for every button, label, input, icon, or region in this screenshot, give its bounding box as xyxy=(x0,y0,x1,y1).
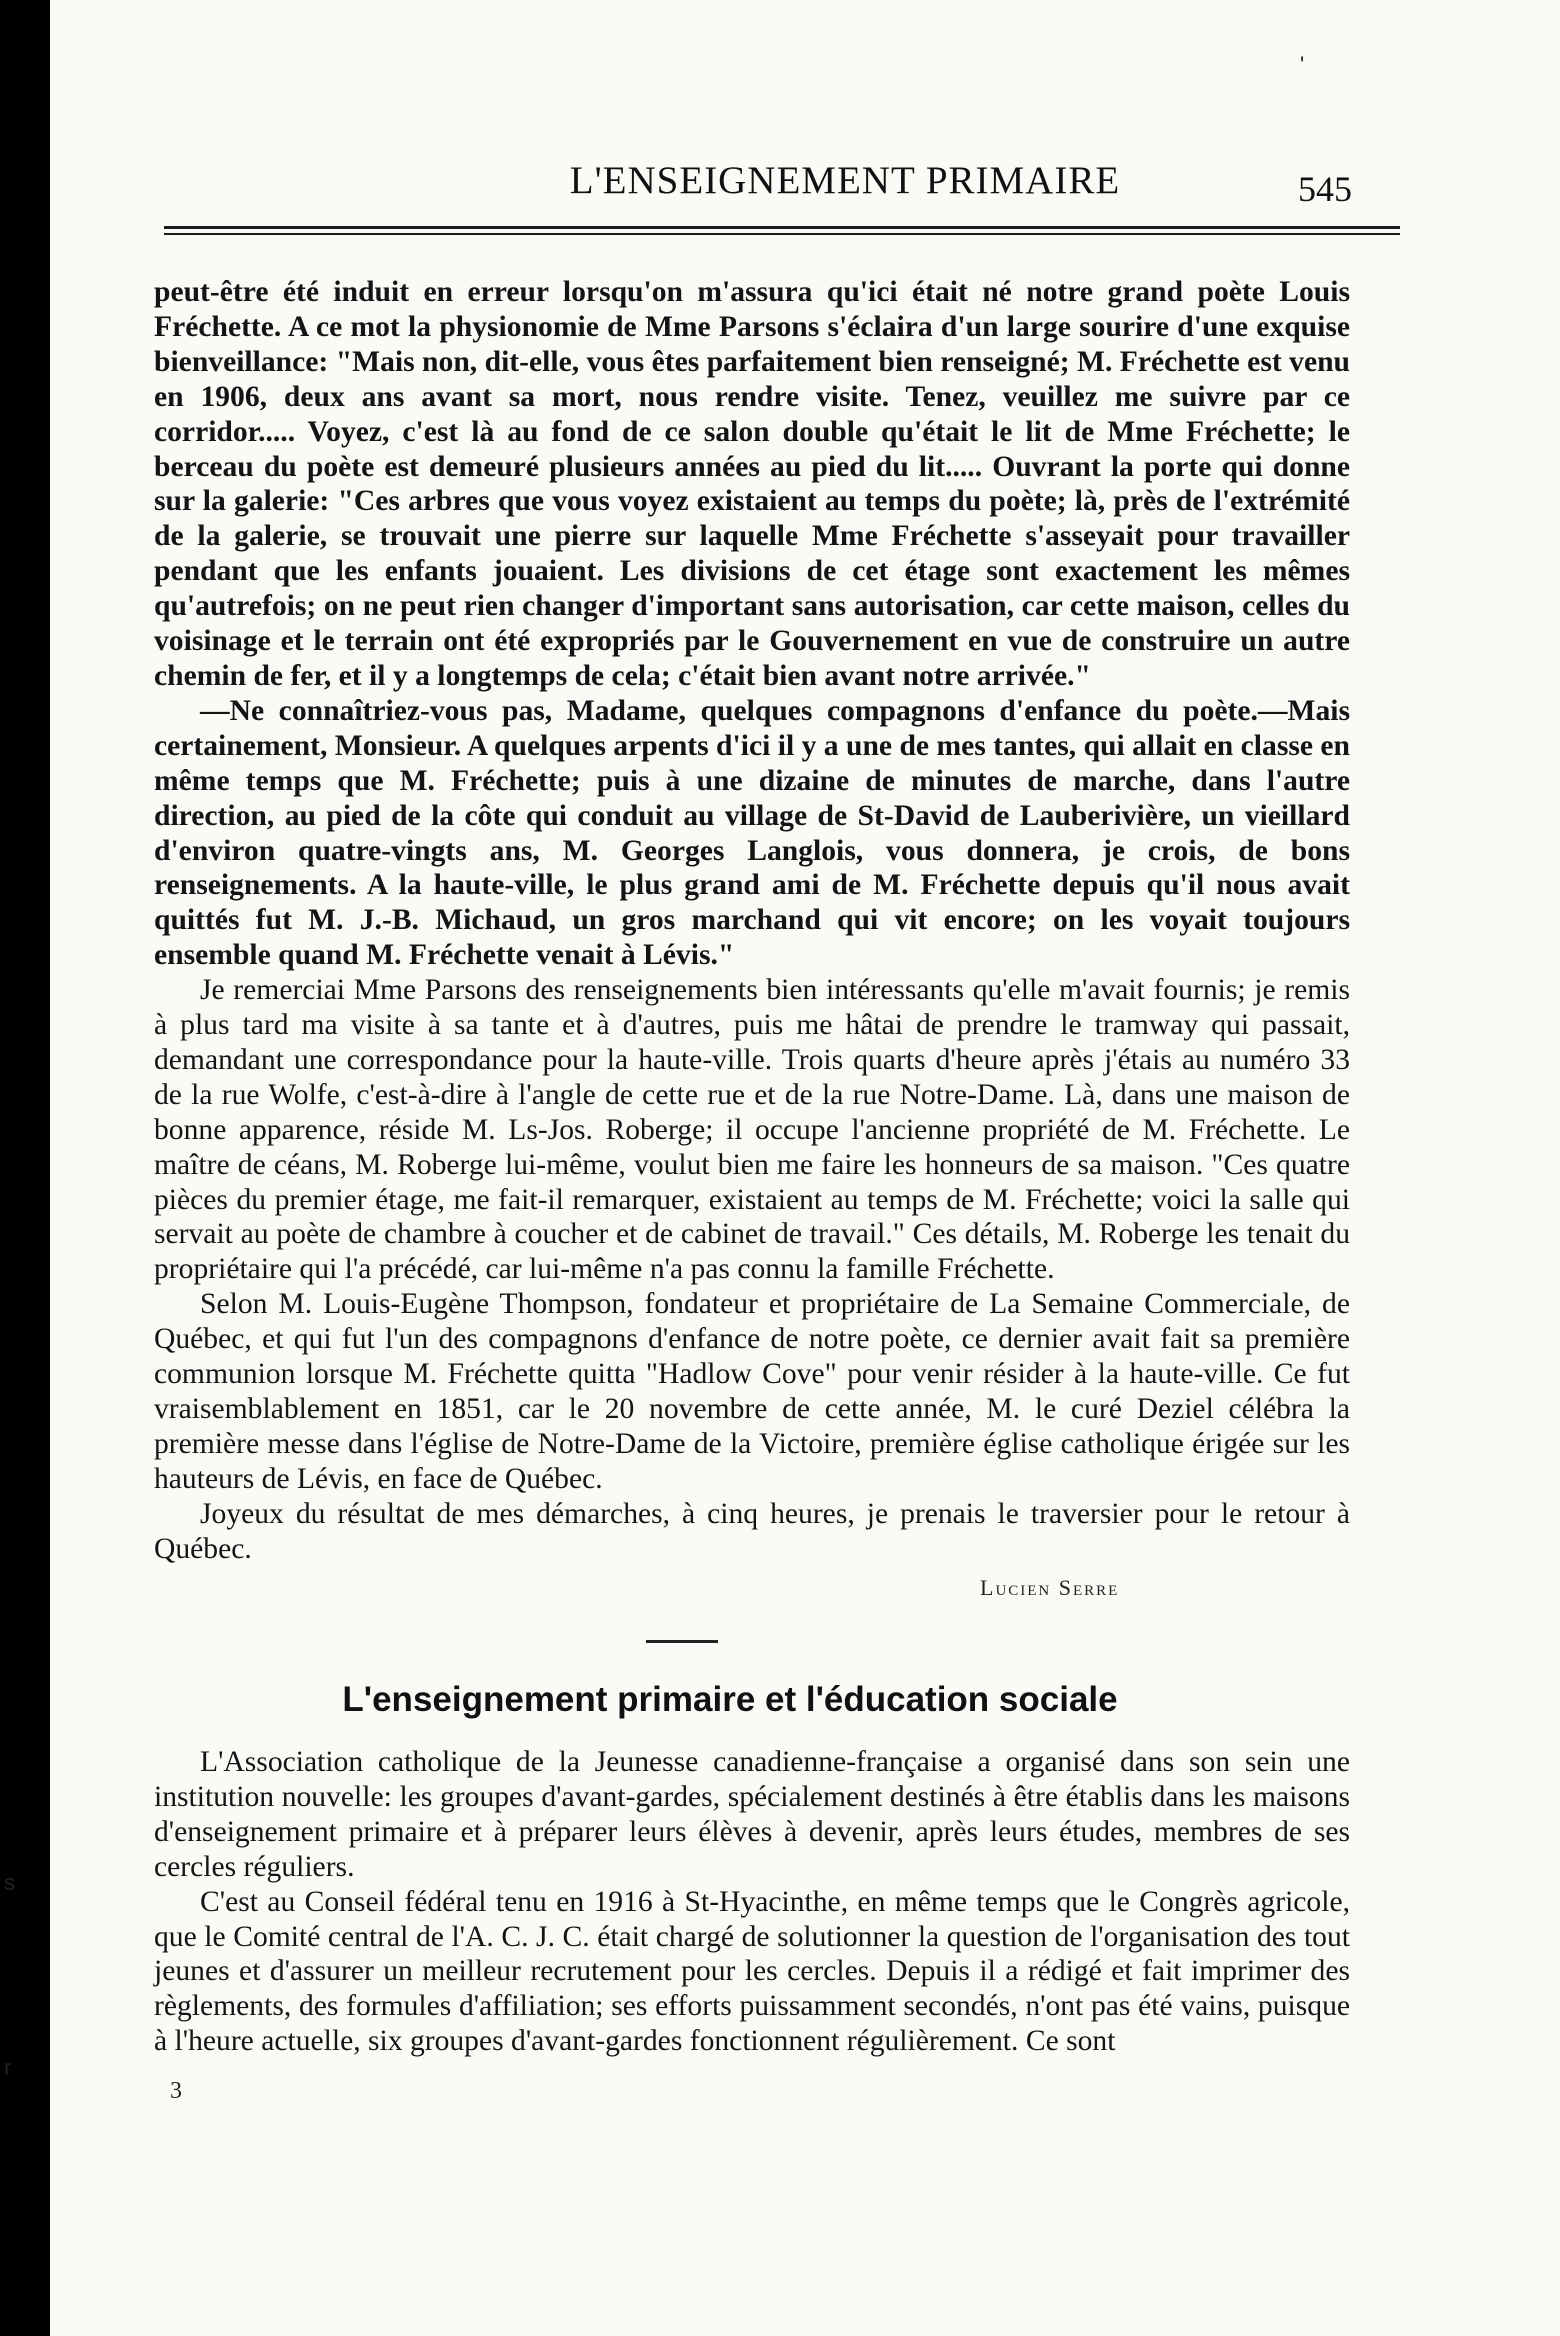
edge-mark: r xyxy=(4,2055,12,2080)
paragraph: —Ne connaîtriez-vous pas, Madame, quelques compagnons d'enfance du poète.—Mais certainement, Monsieur. A quelques arpents d'ici il y a une de mes tantes, qui allait en classe en même temps que M. Fréchette; puis à une dizaine de minutes de marche, dans l'autre direction, au pied de la côte qui conduit au village de St-David de Lauberivière, un vieillard d'environ quatre-vingts ans, M. Georges Langlois, vous donnera, je crois, de bons renseignements. A la haute-ville, le plus grand ami de M. Fréchette depuis qu'il nous avait quittés fut M. J.-B. Michaud, un gros marchand qui vit encore; on les voyait toujours ensemble quand M. Fréchette venait à Lévis." xyxy=(154,694,1350,972)
paragraph: C'est au Conseil fédéral tenu en 1916 à St-Hyacinthe, en même temps que le Congrès agricole, que le Comité central de l'A. C. J. C. était chargé de solutionner la question de l'organisation des tout jeunes et d'assurer un meilleur recrutement pour les cercles. Depuis il a rédigé et fait imprimer des règlements, des formules d'affiliation; ses efforts puissamment secondés, n'ont pas été vains, puisque à l'heure actuelle, six groupes d'avant-gardes fonctionnent régulièrement. Ce sont xyxy=(154,1885,1350,2058)
article-body xyxy=(154,275,1350,1567)
header-rule xyxy=(164,226,1400,229)
section-body xyxy=(154,1745,1350,2059)
header-rule-secondary xyxy=(164,233,1400,235)
edge-mark: ' xyxy=(1300,52,1305,77)
paragraph: Je remerciai Mme Parsons des renseignements bien intéressants qu'elle m'avait fournis; je remis à plus tard ma visite à sa tante et à d'autres, puis me hâtai de prendre le tramway qui passait, demandant une correspondance pour la haute-ville. Trois quarts d'heure après j'étais au numéro 33 de la rue Wolfe, c'est-à-dire à l'angle de cette rue et de la rue Notre-Dame. Là, dans une maison de bonne apparence, réside M. Ls-Jos. Roberge; il occupe l'ancienne propriété de M. Fréchette. Le maître de céans, M. Roberge lui-même, voulut bien me faire les honneurs de sa maison. "Ces quatre pièces du premier étage, me fait-il remarquer, existaient au temps de M. Fréchette; voici la salle qui servait au poète de chambre à coucher et de cabinet de travail." Ces détails, M. Roberge les tenait du propriétaire qui l'a précédé, car lui-même n'a pas connu la famille Fréchette. xyxy=(154,974,1350,1286)
paragraph: Selon M. Louis-Eugène Thompson, fondateur et propriétaire de La Semaine Commerciale, de Québec, et qui fut l'un des compagnons d'enfance de notre poète, ce dernier avait fait sa première communion lorsque M. Fréchette quitta "Hadlow Cove" pour venir résider à la haute-ville. Ce fut vraisemblablement en 1851, car le 20 novembre de cette année, M. le curé Deziel célébra la première messe dans l'église de Notre-Dame de la Victoire, première église catholique érigée sur les hauteurs de Lévis, en face de Québec. xyxy=(154,1288,1350,1495)
paragraph: peut-être été induit en erreur lorsqu'on m'assura qu'ici était né notre grand poète Louis Fréchette. A ce mot la physionomie de Mme Parsons s'éclaira d'un large sourire d'une exquise bienveillance: "Mais non, dit-elle, vous êtes parfaitement bien renseigné; M. Fréchette est venu en 1906, deux ans avant sa mort, nous rendre visite. Tenez, veuillez me suivre par ce corridor..... Voyez, c'est là au fond de ce salon double qu'était le lit de Mme Fréchette; le berceau du poète est demeuré plusieurs années au pied du lit..... Ouvrant la porte qui donne sur la galerie: "Ces arbres que vous voyez existaient au temps du poète; là, près de l'extrémité de la galerie, se trouvait une pierre sur laquelle Mme Fréchette s'asseyait pour travailler pendant que les enfants jouaient. Les divisions de cet étage sont exactement les mêmes qu'autrefois; on ne peut rien changer d'important sans autorisation, car cette maison, celles du voisinage et le terrain ont été expropriés par le Gouvernement en vue de construire un autre chemin de fer, et il y a longtemps de cela; c'était bien avant notre arrivée." xyxy=(154,276,1350,692)
edge-mark: s xyxy=(4,1870,15,1895)
paragraph: L'Association catholique de la Jeunesse canadienne-française a organisé dans son sein une institution nouvelle: les groupes d'avant-gardes, spécialement destinés à être établis dans les maisons d'enseignement primaire et à préparer leurs élèves à devenir, après leurs études, membres de ses cercles réguliers. xyxy=(154,1746,1350,1883)
running-title: L'ENSEIGNEMENT PRIMAIRE xyxy=(569,159,1121,202)
section-title: L'enseignement primaire et l'éducation sociale xyxy=(342,1680,1118,1719)
author-signature: Lucien Serre xyxy=(980,1575,1120,1600)
page-number: 545 xyxy=(1298,169,1352,209)
signature-mark: 3 xyxy=(170,2078,182,2104)
section-divider xyxy=(646,1640,718,1643)
paragraph: Joyeux du résultat de mes démarches, à cinq heures, je prenais le traversier pour le retour à Québec. xyxy=(154,1497,1350,1565)
